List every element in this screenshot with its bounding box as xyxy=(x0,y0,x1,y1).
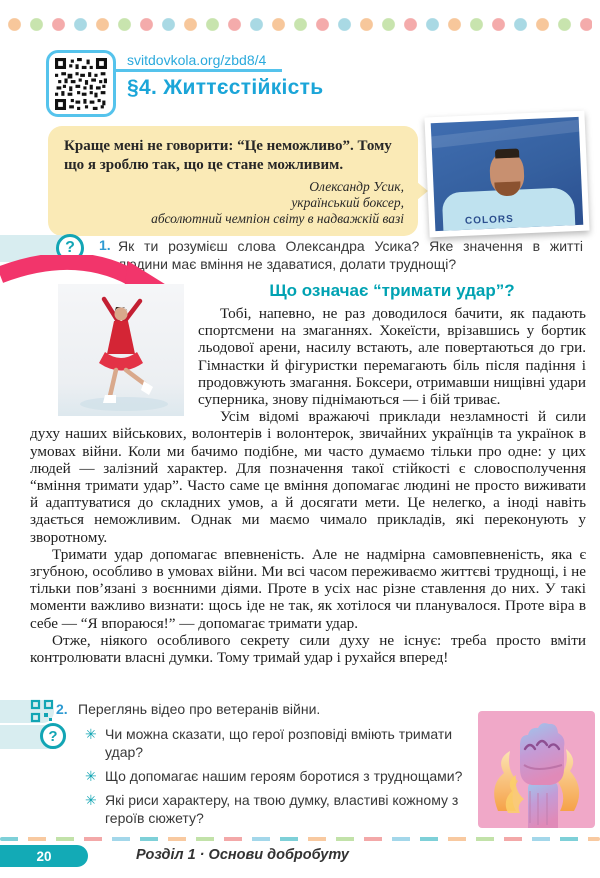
bullet-text: Які риси характеру, на твою думку, властиві кожному з героїв сюжету? xyxy=(105,792,459,826)
footer-dashed-border xyxy=(0,837,600,841)
asterisk-bullet-icon: ✳ xyxy=(85,768,97,784)
photo-hair xyxy=(495,148,519,158)
task1-text: Як ти розумієш слова Олександра Усика? Яке значення в житті людини має вміння не здаватися, долати труднощі? xyxy=(118,238,583,272)
article-paragraph-3: Тримати удар допомагає впевненість. Але не надмірна самовпевненість, яка є згубною, особливо в умовах війни. Ми всі часом переживаємо життєві труднощі, і не тільки пов’язані з воєнними діями. Проте в усіх нас різне ставлення до них. У такі моменти важливо визнати: щось іде не так, як хотілося чи планувалося. Проте віра в себе — “Я впораюся!” — допомагає тримати удар. xyxy=(30,545,586,632)
list-item xyxy=(85,767,467,785)
article-paragraph-2: Усім відомі вражаючі приклади незламності й сили духу наших військових, волонтерів і волонтерок, звичайних українців та українок в умовах війни. Коли ми бачимо подібне, ми часто думаємо тільки про одне: у цих людей — залізний характер. Для позначення такої стійкості є словосполучення “вміння тримати удар”. Часто саме це вміння допомагає людині не просто виживати й адаптуватися до складних умов, а й досягати мети. Це нелегко, а іноді навіть здається неможливим. Однак ми маємо чимало прикладів, які переконують у зворотному. xyxy=(30,408,586,546)
page-number-badge: 20 xyxy=(0,845,88,867)
page-title: §4. Життєстійкість xyxy=(127,76,324,99)
question-mark-glyph: ? xyxy=(48,727,58,745)
asterisk-bullet-icon: ✳ xyxy=(85,792,97,808)
list-item xyxy=(85,791,467,827)
quote-author: Олександр Усик, xyxy=(309,179,404,194)
quote-author-role: український боксер, xyxy=(291,195,404,210)
quote-bubble xyxy=(48,126,418,236)
video-qr-scan-icon[interactable] xyxy=(30,699,54,723)
quote-author-title: абсолютний чемпіон світу в надважкій вазі xyxy=(151,211,404,226)
quote-text: Краще мені не говорити: “Це неможливо”. Тому що я зроблю так, що це стане можливим. xyxy=(64,138,392,173)
lesson-url-link[interactable]: svitdovkola.org/zbd8/4 xyxy=(127,52,267,68)
question-mark-glyph: ? xyxy=(65,239,75,256)
article-heading: Що означає “тримати удар”? xyxy=(269,281,515,300)
decorative-dots-border xyxy=(8,18,592,31)
question-bubble-icon xyxy=(40,723,66,749)
usyk-photo xyxy=(424,111,589,238)
photo-background xyxy=(431,120,579,149)
asterisk-bullet-icon: ✳ xyxy=(85,726,97,742)
quote-attribution xyxy=(64,179,404,227)
chapter-title: Розділ 1 · Основи добробуту xyxy=(136,847,349,863)
photo-shirt-text: COLORS xyxy=(464,213,515,227)
bullet-text: Що допомагає нашим героям боротися з труднощами? xyxy=(105,768,463,784)
header-connector-line xyxy=(114,69,282,72)
qr-code-box[interactable] xyxy=(46,50,116,117)
figure-skater-photo xyxy=(58,284,184,416)
qr-code-icon xyxy=(55,58,107,110)
list-item xyxy=(85,725,467,761)
article-paragraph-4: Отже, ніякого особливого секрету сили духу не існує: треба просто вміти контролювати власні думки. Тому тримай удар і рухайся вперед! xyxy=(30,631,586,667)
task2-text: Переглянь відео про ветеранів війни. xyxy=(78,701,321,717)
task1-number: 1. xyxy=(99,237,111,253)
article xyxy=(30,281,586,666)
bullet-text: Чи можна сказати, що герої розповіді вміють тримати удар? xyxy=(105,726,453,760)
task2-number: 2. xyxy=(56,701,68,717)
article-paragraph-1: Тобі, напевно, не раз доводилося бачити, як падають спортсмени на змаганнях. Хокеїсти, врізавшись у бортик льодової арени, насилу встають, але повертаються до гри. Гімнастки й фігуристки перемагають біль після падіння і продовжують змагання. Боксери, отримавши нищівні удари суперника, знову піднімаються — і бій триває. xyxy=(198,305,586,409)
fist-illustration xyxy=(478,711,595,828)
task2-bullet-list xyxy=(85,725,467,833)
